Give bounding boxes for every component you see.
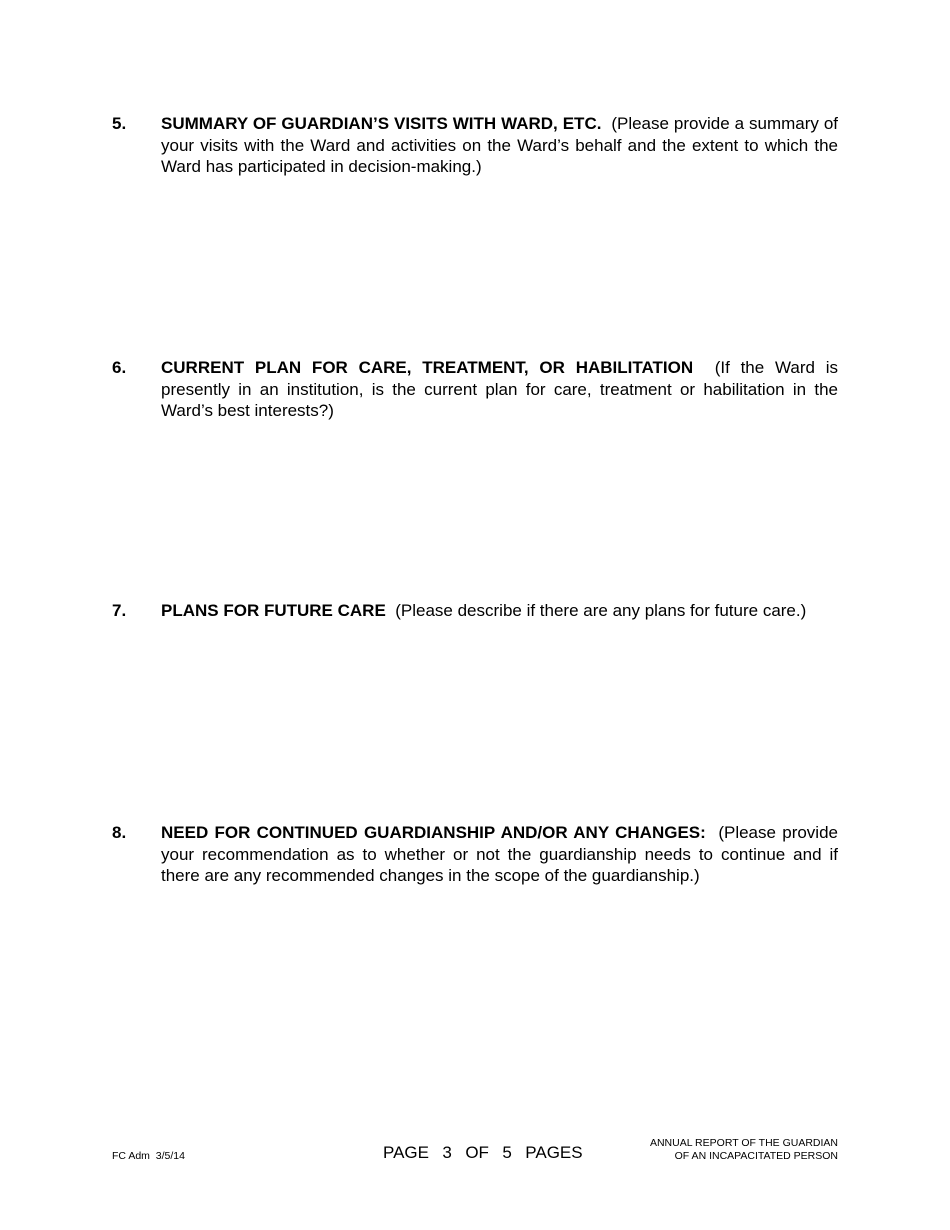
section-5 bbox=[112, 113, 838, 178]
footer-page-label: PAGE 3 OF 5 PAGES bbox=[383, 1143, 583, 1162]
section-instructions: (Please provide your recommendation as to whether or not the guardianship needs to continue and if there are any recommended changes in the scope of the guardianship.) bbox=[161, 823, 838, 885]
section-heading: PLANS FOR FUTURE CARE bbox=[161, 601, 386, 620]
section-number: 8. bbox=[112, 823, 127, 842]
footer-title-line-1: ANNUAL REPORT OF THE GUARDIAN bbox=[649, 1137, 838, 1149]
footer-form-id: FC Adm 3/5/14 bbox=[112, 1150, 185, 1162]
section-6 bbox=[112, 357, 838, 422]
section-heading: CURRENT PLAN FOR CARE, TREATMENT, OR HABILITATION bbox=[161, 358, 694, 377]
footer-document-title bbox=[650, 1137, 838, 1163]
section-instructions: (If the Ward is presently in an institution, is the current plan for care, treatment or habilitation in the Ward’s best interests?) bbox=[161, 358, 839, 420]
section-instructions: (Please provide a summary of your visits with the Ward and activities on the Ward’s behalf and the extent to which the Ward has participated in decision-making.) bbox=[161, 114, 838, 176]
footer-title-line-2: OF AN INCAPACITATED PERSON bbox=[674, 1150, 838, 1162]
section-number: 7. bbox=[112, 601, 127, 620]
section-8 bbox=[112, 822, 838, 887]
section-instructions: (Please describe if there are any plans for future care.) bbox=[395, 601, 807, 620]
section-number: 5. bbox=[112, 114, 127, 133]
section-heading: NEED FOR CONTINUED GUARDIANSHIP AND/OR ANY CHANGES: bbox=[161, 823, 706, 842]
section-heading: SUMMARY OF GUARDIAN’S VISITS WITH WARD, ETC. bbox=[161, 114, 602, 133]
section-number: 6. bbox=[112, 358, 127, 377]
section-7 bbox=[112, 600, 838, 622]
